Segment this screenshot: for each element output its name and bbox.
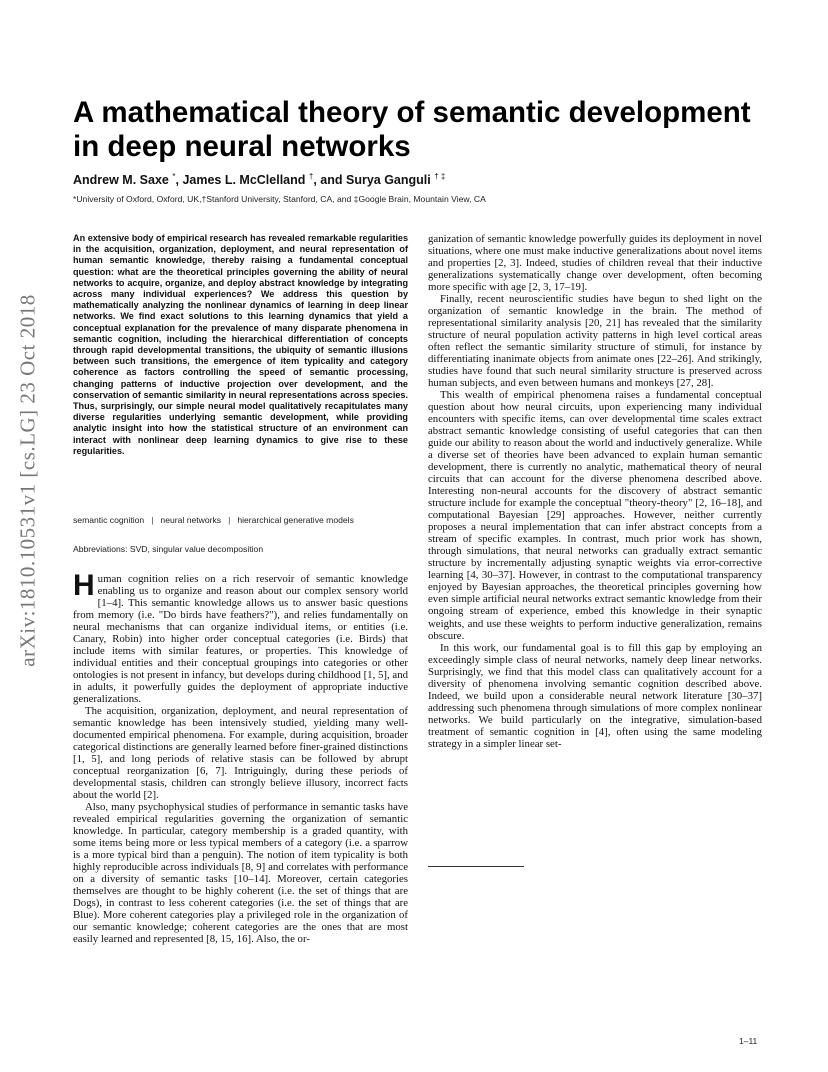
footnote-rule — [428, 866, 524, 867]
author-name: James L. McClelland — [182, 173, 306, 188]
paragraph-text: uman cognition relies on a rich reservoir of semantic knowledge enabling us to organize and reason about our complex sensory world [1–4]. This semantic knowledge allows us to answer basic questions from memory (i.e. "Do birds have feathers?"), and relies fundamentally on neural mechanisms that can organize individual items, or entities (i.e. Canary, Robin) into higher order conceptual categories (i.e. Birds) that include items with similar features, or properties. This knowledge of individual entities and their conceptual groupings into categories or other ontologies is not present in infancy, but develops during childhood [1, 5], and in adults, it powerfully guides the deployment of appropriate inductive generalizations. — [73, 573, 408, 706]
keyword-separator: | — [228, 515, 231, 525]
keyword: neural networks — [160, 515, 222, 525]
body-paragraph: ganization of semantic knowledge powerfully guides its deployment in novel situations, where one must make inductive generalizations about novel items and properties [2, 3]. Indeed, studies of children reveal that their inductive generalizations systematically change over development, often becoming more specific with age [2, 3, 17–19]. — [428, 233, 762, 294]
author-marks: † — [308, 172, 314, 181]
body-paragraph: This wealth of empirical phenomena raises a fundamental conceptual question about how neural circuits, upon experiencing many individual encounters with specific items, can over developmental time scales extract abstract semantic knowledge consisting of useful categories that can then guide our ability to reason about the world and inductively generalize. While a diverse set of theories have been advanced to explain human semantic development, there is currently no analytic, mathematical theory of neural circuits that can account for the diverse phenomena described above. Interesting non-neural accounts for the discovery of abstract semantic structure include for example the conceptual "theory-theory" [2, 16–18], and computational Bayesian [29] approaches. However, neither currently proposes a neural implementation that can infer abstract concepts from a stream of specific examples. In contrast, much prior work has shown, through simulations, that neural networks can gradually extract semantic structure by incrementally adjusting synaptic weights via error-corrective learning [4, 30–37]. However, in contrast to the computational transparency enjoyed by Bayesian approaches, the theoretical principles governing how even simple artificial neural networks extract semantic knowledge from their ongoing stream of experience, embed this knowledge in their synaptic weights, and use these weights to perform inductive generalization, remains obscure. — [428, 389, 762, 642]
keyword-separator: | — [151, 515, 154, 525]
affiliations: *University of Oxford, Oxford, UK,†Stanford University, Stanford, CA, and ‡Google Brain, Mountain View, CA — [73, 194, 486, 204]
author-list: Andrew M. Saxe *, James L. McClelland †, and Surya Ganguli † ‡ — [73, 172, 446, 188]
right-column — [428, 233, 762, 750]
author-marks: * — [172, 172, 176, 181]
keywords — [73, 515, 354, 525]
author-marks: † ‡ — [434, 172, 446, 181]
abstract: An extensive body of empirical research has revealed remarkable regularities in the acquisition, organization, deployment, and neural representation of human semantic knowledge, thereby raising a fundamental conceptual question: what are the theoretical principles governing the ability of neural networks to acquire, organize, and deploy abstract knowledge by integrating across many individual experiences? We address this question by mathematically analyzing the nonlinear dynamics of learning in deep linear networks. We find exact solutions to this learning dynamics that yield a conceptual explanation for the prevalence of many disparate phenomena in semantic cognition, including the hierarchical differentiation of concepts through rapid developmental transitions, the ubiquity of semantic illusions between such transitions, the emergence of item typicality and category coherence as factors controlling the speed of semantic processing, changing patterns of inductive projection over development, and the conservation of semantic similarity in neural representations across species. Thus, surprisingly, our simple neural model qualitatively recapitulates many diverse regularities underlying semantic development, while providing analytic insight into how the statistical structure of an environment can interact with nonlinear deep learning dynamics to give rise to these regularities. — [73, 233, 408, 456]
abbreviations: Abbreviations: SVD, singular value decomposition — [73, 544, 264, 554]
page-number: 1–11 — [739, 1036, 758, 1046]
author-name: Andrew M. Saxe — [73, 173, 169, 188]
keyword: semantic cognition — [73, 515, 145, 525]
author-name: Surya Ganguli — [346, 173, 431, 188]
arxiv-stamp-text: arXiv:1810.10531v1 [cs.LG] 23 Oct 2018 — [15, 293, 40, 667]
paper-title: A mathematical theory of semantic development in deep neural networks — [73, 96, 751, 163]
body-paragraph: Finally, recent neuroscientific studies have begun to shed light on the organization of semantic knowledge in the brain. The method of representational similarity analysis [20, 21] has revealed that the similarity structure of neural population activity patterns in high level cortical areas often reflect the semantic similarity structure of stimuli, for instance by differentiating inanimate objects from animate ones [22–26]. And strikingly, studies have found that such neural similarity structure is preserved across human subjects, and even between humans and monkeys [27, 28]. — [428, 293, 762, 390]
left-column — [73, 569, 408, 946]
body-paragraph: The acquisition, organization, deployment, and neural representation of semantic knowledge has been intensively studied, yielding many well-documented empirical phenomena. For example, during acquisition, broader categorical distinctions are generally learned before finer-grained distinctions [1, 5], and long periods of relative stasis can be followed by abrupt conceptual reorganization [6, 7]. Intriguingly, during these periods of developmental stasis, children can strongly believe illusory, incorrect facts about the world [2]. — [73, 705, 408, 802]
arxiv-stamp — [6, 290, 50, 670]
body-paragraph: Also, many psychophysical studies of performance in semantic tasks have revealed empirical regularities governing the organization of semantic knowledge. In particular, category membership is a graded quantity, with some items being more or less typical members of a category (i.e. a sparrow is a more typical bird than a penguin). The notion of item typicality is both highly reproducible across individuals [8, 9] and correlates with performance on a diversity of semantic tasks [10–14]. Moreover, certain categories themselves are thought to be highly coherent (i.e. the set of things that are Dogs), in contrast to less coherent categories (i.e. the set of things that are Blue). More coherent categories play a privileged role in the organization of our semantic knowledge; coherent categories are the ones that are most easily learned and represented [8, 15, 16]. Also, the or- — [73, 801, 408, 946]
drop-cap: H — [73, 569, 95, 602]
body-paragraph: In this work, our fundamental goal is to fill this gap by employing an exceedingly simple class of neural networks, namely deep linear networks. Surprisingly, we find that this model class can qualitatively account for a diversity of phenomena involving semantic cognition described above. Indeed, we build upon a considerable neural network literature [30–37] addressing such phenomena through simulations of more complex nonlinear networks. We build particularly on the integrative, simulation-based treatment of semantic cognition in [4], often using the same modeling strategy in a simpler linear set- — [428, 641, 762, 750]
keyword: hierarchical generative models — [237, 515, 354, 525]
body-paragraph — [73, 569, 408, 706]
